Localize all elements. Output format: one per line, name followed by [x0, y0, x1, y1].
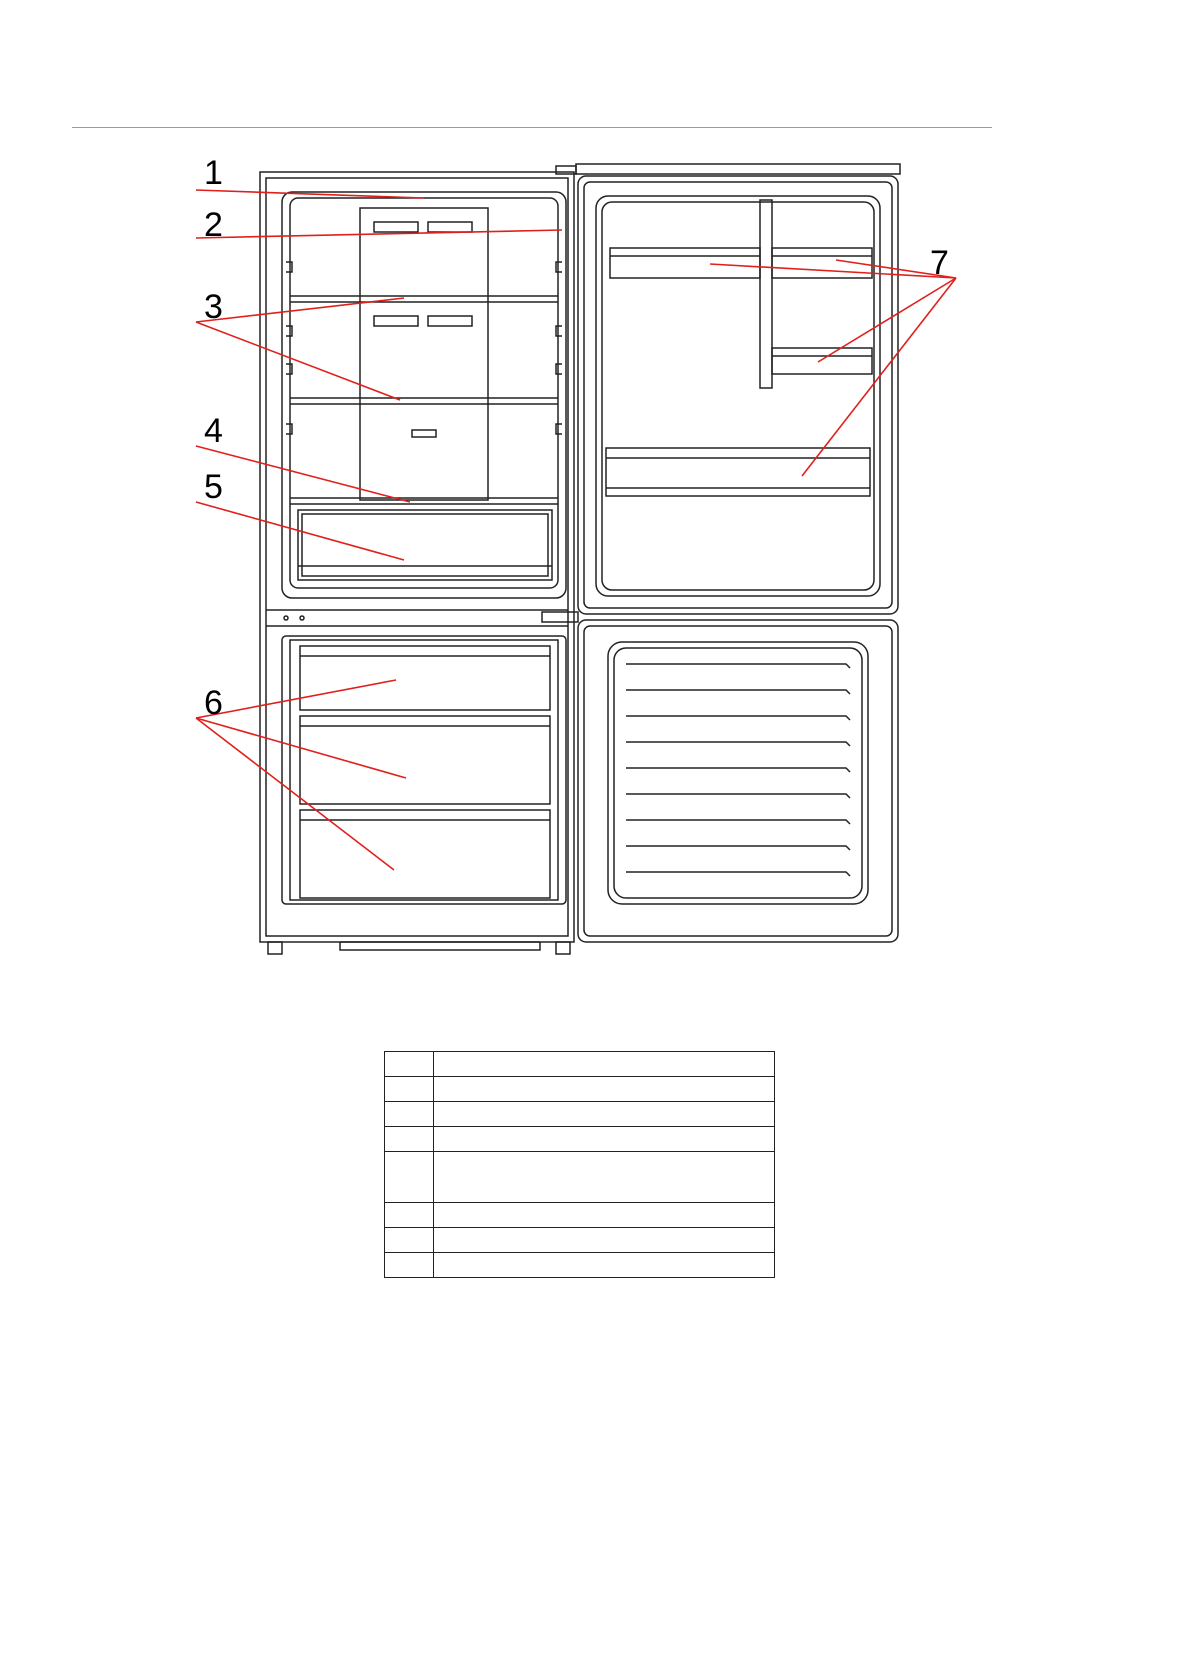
- table-row: [385, 1228, 775, 1253]
- callout-1: 1: [204, 154, 223, 192]
- row-number: [385, 1253, 434, 1278]
- callout-4: 4: [204, 412, 223, 450]
- row-description: [434, 1203, 775, 1228]
- table-row: [385, 1253, 775, 1278]
- callout-7: 7: [930, 244, 949, 282]
- table-row: [385, 1203, 775, 1228]
- row-number: [385, 1077, 434, 1102]
- table-row: [385, 1077, 775, 1102]
- table-row: [385, 1052, 775, 1077]
- row-number: [385, 1127, 434, 1152]
- row-description: [434, 1077, 775, 1102]
- row-description: [434, 1127, 775, 1152]
- callout-numbers: [204, 154, 949, 722]
- fridge-doors: [542, 164, 900, 942]
- fridge-cabinet: [260, 166, 576, 954]
- row-number: [385, 1052, 434, 1077]
- table-row: [385, 1127, 775, 1152]
- legend-table: [384, 1051, 775, 1278]
- row-description: [434, 1253, 775, 1278]
- callout-5: 5: [204, 468, 223, 506]
- row-number: [385, 1102, 434, 1127]
- row-number: [385, 1203, 434, 1228]
- row-description: [434, 1228, 775, 1253]
- callout-3: 3: [204, 288, 223, 326]
- table-row: [385, 1102, 775, 1127]
- table-row: [385, 1152, 775, 1203]
- row-description: [434, 1152, 775, 1203]
- callout-2: 2: [204, 206, 223, 244]
- row-number: [385, 1152, 434, 1203]
- row-number: [385, 1228, 434, 1253]
- row-description: [434, 1052, 775, 1077]
- callout-6: 6: [204, 684, 223, 722]
- row-description: [434, 1102, 775, 1127]
